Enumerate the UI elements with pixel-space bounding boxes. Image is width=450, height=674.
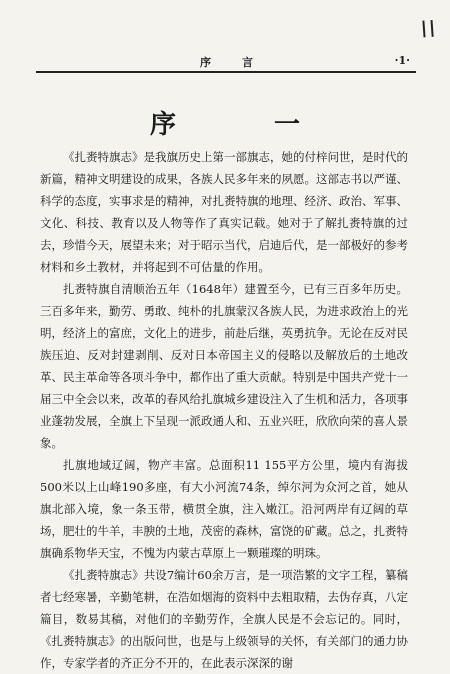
paragraph: 扎赉特旗自清顺治五年（1648年）建置至今，已有三百多年历史。三百多年来，勤劳、勇敢、纯朴的扎旗蒙汉各族人民，为进求政治上的光明，经济上的富庶，文化上的进步，前赴后继，英勇抗争。无论在反对民族压迫、反对封建剥削、反对日本帝国主义的侵略以及解放后的土地改革、民主革命等各项斗争中，都作出了重大贡献。特别是中国共产党十一届三中全会以来，改革的春风给扎旗城乡建设注入了生机和活力，各项事业蓬勃发展，全旗上下呈现一派政通人和、五业兴旺，欣欣向荣的喜人景象。 [40,282,408,450]
page-number: ·1· [394,54,410,67]
paragraph: 《扎赉特旗志》共设7编计60余万言，是一项浩繁的文字工程，纂稿者七经寒暑，辛勤笔耕，在浩如烟海的资料中去粗取精，去伪存真，八定篇目，数易其稿，对他们的辛勤劳作，全旗人民是不会忘记的。同时，《扎赉特旗志》的出版问世，也是与上级领导的关怀，有关部门的通力协作，专家学者的齐正分不开的，在此表示深深的谢 [40,568,408,670]
header-rule [36,71,416,73]
running-header-title: 序 言 [200,56,263,69]
preface-title: 序 一 [149,110,336,140]
paragraph: 扎旗地域辽阔，物产丰富。总面积11 155平方公里，境内有海拔500米以上山峰190多座，有大小河流74条，绰尔河为众河之首，她从旗北部入境，象一条玉带，横贯全旗，注入嫩江。沿河两岸有辽阔的草场，肥壮的牛羊，丰腴的土地，茂密的森林，富饶的矿藏。总之，扎赉特旗确系物华天宝，不愧为内蒙古草原上一颗璀璨的明珠。 [40,458,408,560]
running-header [40,54,410,70]
paragraph: 《扎赉特旗志》是我旗历史上第一部旗志，她的付梓问世，是时代的新篇，精神文明建设的成果，各族人民多年来的夙愿。这部志书以严谨、科学的态度，实事求是的精神，对扎赉特旗的地理、经济、政治、军事、文化、科技、教育以及人物等作了真实记载。她对于了解扎赉特旗的过去，珍惜今天，展望未来；对于昭示当代，启迪后代，是一部极好的参考材料和乡土教材，并将起到不可估量的作用。 [40,150,408,274]
body-text [40,146,408,674]
handwritten-margin-mark: ll [420,17,439,44]
